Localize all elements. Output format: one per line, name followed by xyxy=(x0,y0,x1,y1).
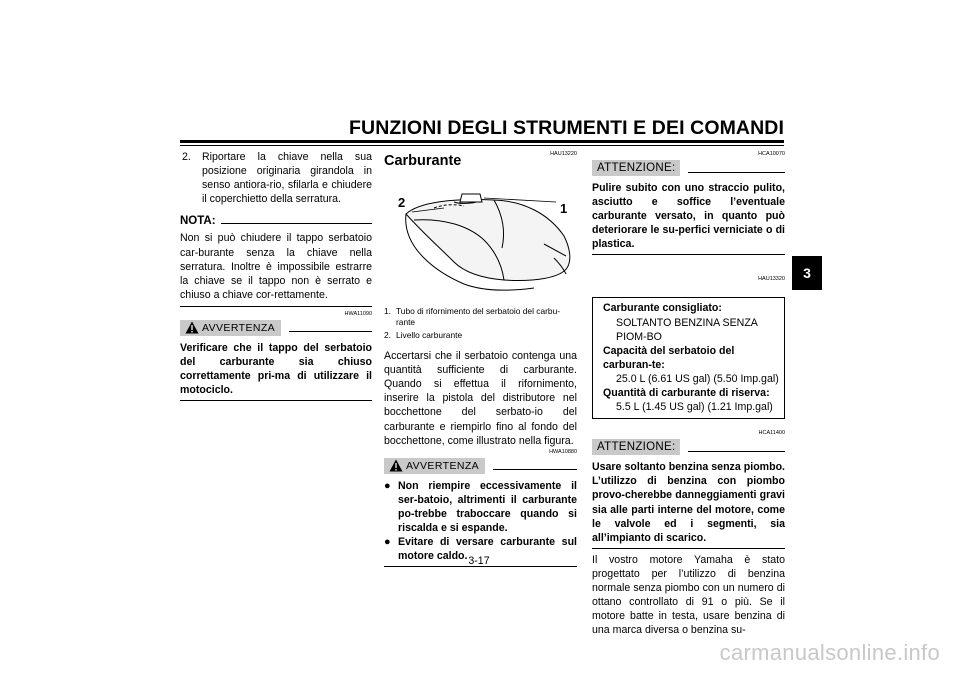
chapter-tab: 3 xyxy=(792,256,822,290)
section-code: HAU13220 xyxy=(550,151,577,157)
spec-heading: Quantità di carburante di riserva: xyxy=(603,387,770,400)
nota-heading xyxy=(180,214,372,228)
warning-rule xyxy=(493,469,577,470)
fuel-tank-figure xyxy=(384,174,577,304)
column-3 xyxy=(592,150,785,637)
caution-end-rule xyxy=(592,548,785,549)
caption-number: 1. xyxy=(384,306,391,317)
column-1 xyxy=(180,150,372,401)
warning-text: Verificare che il tappo del serbatoio del carburante sia chiuso correttamente pri-ma di utilizzare il motociclo. xyxy=(180,341,372,397)
bullet-text: Evitare di versare carburante sul motore caldo. xyxy=(398,536,577,563)
caption-item xyxy=(384,330,577,341)
caution-label: ATTENZIONE: xyxy=(592,160,680,176)
figure-caption xyxy=(384,306,577,341)
caution-heading xyxy=(592,439,785,455)
warning-badge xyxy=(180,320,281,336)
column-2 xyxy=(384,150,577,567)
spec-value: SOLTANTO BENZINA SENZA PIOM-BO xyxy=(616,316,758,343)
step-text: Riportare la chiave nella sua posizione originaria girandola in senso antiora-rio, sfilarla e chiudere il coperchietto della serratura. xyxy=(202,151,372,206)
body-text: Accertarsi che il serbatoio contenga una quantità sufficiente di carburante. Quando si effettua il rifornimento, inserire la pistola del distributore nel bocchettone del serbato-io del carburante e riempirlo fino al fondo del bocchettone, come illustrato nella figura. xyxy=(384,350,577,447)
bullet-item xyxy=(384,479,577,535)
spec-heading: Carburante consigliato: xyxy=(603,302,722,315)
fuel-tank-illustration xyxy=(384,174,577,304)
caption-number: 2. xyxy=(384,330,391,341)
fuel-spec-box xyxy=(592,297,785,419)
figure-label-1: 1 xyxy=(560,201,568,217)
caption-item xyxy=(384,306,577,328)
warning-heading xyxy=(180,320,372,336)
caution-end-rule xyxy=(592,254,785,255)
caution-rule xyxy=(688,172,785,173)
caption-text: Livello carburante xyxy=(396,330,463,341)
bullet-text: Non riempire eccessivamente il ser-batoio, altrimenti il carburante po-trebbe traboccare quando si riscalda e si espande. xyxy=(398,479,577,535)
step-number: 2. xyxy=(182,151,191,163)
page-header-title: FUNZIONI DEGLI STRUMENTI E DEI COMANDI xyxy=(349,117,784,139)
warning-rule xyxy=(289,331,372,332)
warning-code: HWA10880 xyxy=(549,448,577,455)
warning-heading xyxy=(384,458,577,474)
warning-end-rule xyxy=(180,400,372,401)
body-text: Il vostro motore Yamaha è stato progettato per l’utilizzo di benzina normale senza piombo con un numero di ottano controllato di 91 o più. Se il motore batte in testa, usare benzina di una marca diversa o benzina su- xyxy=(592,553,785,637)
bullet-dot-icon: ● xyxy=(384,536,391,549)
spec-value: 5.5 L (1.45 US gal) (1.21 Imp.gal) xyxy=(616,401,773,414)
nota-rule xyxy=(221,223,372,224)
section-title: Carburante xyxy=(384,153,462,169)
caution-code: HCA11400 xyxy=(758,430,785,437)
spec-value: 25.0 L (6.61 US gal) (5.50 Imp.gal) xyxy=(616,372,779,385)
spec-code: HAU13320 xyxy=(758,276,785,283)
caution-text: Pulire subito con uno straccio pulito, asciutto e soffice l’eventuale carburante versato, in quanto può deteriorare le su-perfici verniciate o di plastica. xyxy=(592,182,785,251)
warning-triangle-icon xyxy=(185,321,199,334)
caption-text: Tubo di rifornimento del serbatoio del carbu-rante xyxy=(396,306,561,328)
warning-triangle-icon xyxy=(389,459,403,472)
warning-code: HWA11090 xyxy=(344,310,372,317)
caution-text: Usare soltanto benzina senza piombo. L’utilizzo di benzina con piombo provo-cherebbe danneggiamenti gravi sia alle parti interne del motore, come le valvole ed i segmenti, sia all’impianto di scarico. xyxy=(592,461,785,544)
page-number: 3-17 xyxy=(468,555,490,567)
header-rule-thin xyxy=(180,145,784,146)
bullet-dot-icon: ● xyxy=(384,479,391,492)
nota-end-rule xyxy=(180,306,372,307)
spec-heading: Capacità del serbatoio del carburan-te: xyxy=(603,344,735,371)
step-item xyxy=(180,150,372,206)
watermark: carmanualsonline.info xyxy=(719,640,940,665)
caution-label: ATTENZIONE: xyxy=(592,439,680,455)
caution-rule xyxy=(688,451,785,452)
caution-heading xyxy=(592,160,785,176)
nota-text: Non si può chiudere il tappo serbatoio car-burante senza la chiave nella serratura. Inoltre è impossibile estrarre la chiave se il tappo non è serrato e chiuso a chiave cor-rettamente. xyxy=(180,232,372,301)
caution-code: HCA10070 xyxy=(758,151,785,157)
warning-badge xyxy=(384,458,485,474)
figure-label-2: 2 xyxy=(398,195,406,211)
nota-label: NOTA: xyxy=(180,215,216,228)
warning-label: AVVERTENZA xyxy=(202,321,276,334)
header-rule-thick xyxy=(180,140,784,143)
warning-label: AVVERTENZA xyxy=(406,459,480,472)
